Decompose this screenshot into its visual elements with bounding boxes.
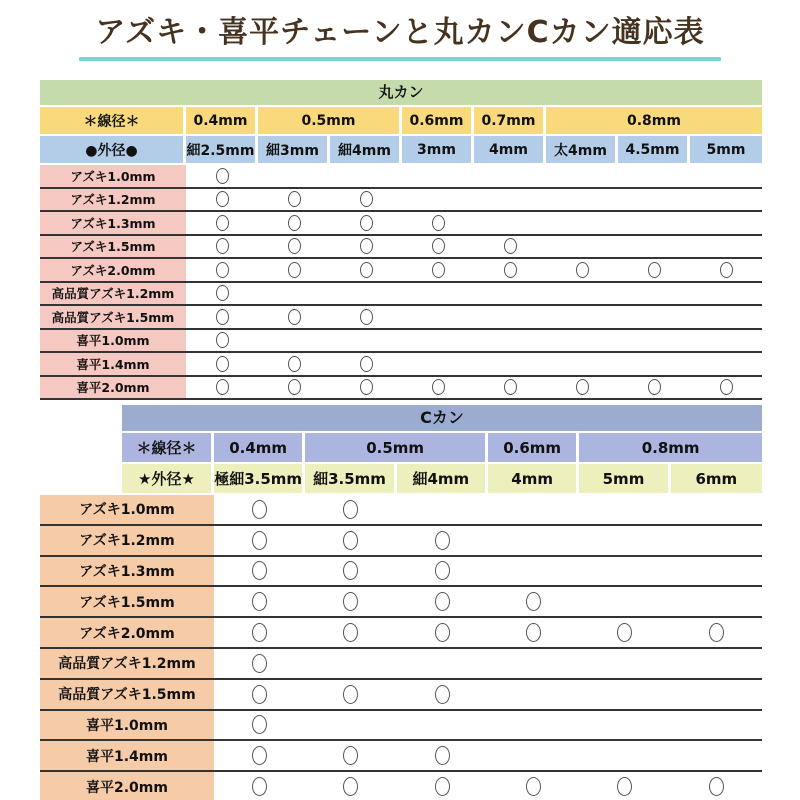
- circle-mark-icon: [432, 215, 445, 231]
- circle-mark-icon: [288, 356, 301, 372]
- page-title: アズキ・喜平チェーンと丸カンCカン適応表: [79, 10, 720, 61]
- compat-cell: [186, 212, 258, 234]
- compat-cell: [402, 236, 474, 258]
- chain-row: [40, 353, 762, 377]
- chain-row-label: アズキ1.5mm: [40, 587, 214, 616]
- circle-mark-icon: [216, 285, 229, 301]
- compat-cell: [690, 212, 762, 234]
- compat-cell: [214, 618, 305, 647]
- outer-diameter-label: ★外径★: [122, 464, 214, 493]
- compat-cell: [579, 618, 670, 647]
- compat-cell: [258, 259, 330, 281]
- compat-cell: [579, 526, 670, 555]
- compat-cell: [690, 283, 762, 305]
- compat-cell: [258, 353, 330, 375]
- compat-cell: [488, 711, 579, 740]
- compat-cell: [305, 649, 396, 678]
- compat-cell: [330, 306, 402, 328]
- circle-mark-icon: [343, 685, 358, 704]
- compat-cell: [330, 236, 402, 258]
- circle-mark-icon: [343, 500, 358, 519]
- circle-mark-icon: [343, 561, 358, 580]
- circle-mark-icon: [252, 746, 267, 765]
- compat-cell: [330, 189, 402, 211]
- chain-row-label: 高品質アズキ1.5mm: [40, 306, 186, 328]
- chain-row-label: アズキ1.0mm: [40, 495, 214, 524]
- compat-cell: [402, 377, 474, 399]
- chain-row: [40, 649, 762, 680]
- marukan-table-title-bar: 丸カン: [40, 80, 762, 105]
- compat-cell: [690, 259, 762, 281]
- compat-cell: [330, 212, 402, 234]
- compat-cell: [402, 330, 474, 352]
- compat-cell: [402, 306, 474, 328]
- compat-cell: [618, 353, 690, 375]
- circle-mark-icon: [435, 746, 450, 765]
- chain-row: [40, 306, 762, 330]
- compat-cell: [305, 680, 396, 709]
- circle-mark-icon: [288, 262, 301, 278]
- compat-cell: [671, 772, 762, 800]
- wire-diameter-value: 0.4mm: [214, 433, 305, 462]
- compat-cell: [214, 680, 305, 709]
- compat-cell: [579, 557, 670, 586]
- chain-row-label: 高品質アズキ1.2mm: [40, 283, 186, 305]
- circle-mark-icon: [526, 592, 541, 611]
- chain-row: [40, 259, 762, 283]
- compat-cell: [690, 353, 762, 375]
- table-body: [40, 165, 762, 400]
- compat-cell: [186, 259, 258, 281]
- circle-mark-icon: [360, 379, 373, 395]
- compat-cell: [488, 587, 579, 616]
- compat-cell: [305, 741, 396, 770]
- circle-mark-icon: [288, 309, 301, 325]
- compat-cell: [579, 495, 670, 524]
- compat-cell: [402, 165, 474, 187]
- chain-row-label: 喜平2.0mm: [40, 377, 186, 399]
- compat-cell: [214, 495, 305, 524]
- outer-diameter-value: 細4mm: [397, 464, 488, 493]
- circle-mark-icon: [252, 777, 267, 796]
- chain-row: [40, 680, 762, 711]
- compat-cell: [474, 236, 546, 258]
- table-body: [40, 495, 762, 800]
- chain-row-label: アズキ1.3mm: [40, 557, 214, 586]
- outer-diameter-header-row: [40, 136, 762, 163]
- wire-diameter-value: 0.8mm: [579, 433, 762, 462]
- wire-diameter-header-row: [40, 107, 762, 134]
- chain-row: [40, 212, 762, 236]
- compat-cell: [397, 772, 488, 800]
- circle-mark-icon: [648, 262, 661, 278]
- chain-row-label: アズキ1.2mm: [40, 526, 214, 555]
- compat-cell: [258, 236, 330, 258]
- compat-cell: [690, 236, 762, 258]
- compat-cell: [186, 306, 258, 328]
- compat-cell: [186, 189, 258, 211]
- circle-mark-icon: [216, 191, 229, 207]
- circle-mark-icon: [252, 685, 267, 704]
- chain-row: [40, 557, 762, 588]
- compat-cell: [330, 165, 402, 187]
- wire-diameter-value: 0.6mm: [402, 107, 474, 134]
- compat-cell: [397, 495, 488, 524]
- compat-cell: [474, 377, 546, 399]
- compat-cell: [214, 772, 305, 800]
- compat-cell: [546, 236, 618, 258]
- chain-row: [40, 377, 762, 401]
- compat-cell: [330, 330, 402, 352]
- circle-mark-icon: [252, 592, 267, 611]
- wire-diameter-header-row: [40, 433, 762, 462]
- circle-mark-icon: [252, 561, 267, 580]
- outer-diameter-value: 4mm: [474, 136, 546, 163]
- compat-cell: [474, 330, 546, 352]
- compat-cell: [186, 377, 258, 399]
- compat-cell: [258, 283, 330, 305]
- compat-cell: [186, 330, 258, 352]
- compat-cell: [305, 526, 396, 555]
- circle-mark-icon: [648, 379, 661, 395]
- compat-cell: [690, 306, 762, 328]
- compat-cell: [488, 495, 579, 524]
- compat-cell: [402, 189, 474, 211]
- compat-cell: [671, 495, 762, 524]
- header-indent-spacer: [40, 464, 122, 493]
- circle-mark-icon: [252, 531, 267, 550]
- chain-row: [40, 330, 762, 354]
- compat-cell: [546, 165, 618, 187]
- chain-row-label: 喜平1.0mm: [40, 711, 214, 740]
- compat-cell: [546, 330, 618, 352]
- circle-mark-icon: [576, 379, 589, 395]
- compat-cell: [546, 353, 618, 375]
- compat-cell: [474, 306, 546, 328]
- compat-cell: [671, 587, 762, 616]
- compat-cell: [671, 680, 762, 709]
- circle-mark-icon: [252, 715, 267, 734]
- compat-cell: [690, 165, 762, 187]
- circle-mark-icon: [432, 262, 445, 278]
- circle-mark-icon: [432, 379, 445, 395]
- circle-mark-icon: [252, 623, 267, 642]
- compat-cell: [488, 649, 579, 678]
- compat-cell: [214, 526, 305, 555]
- circle-mark-icon: [360, 215, 373, 231]
- circle-mark-icon: [288, 238, 301, 254]
- compat-cell: [474, 212, 546, 234]
- circle-mark-icon: [216, 356, 229, 372]
- chain-row-label: アズキ1.2mm: [40, 189, 186, 211]
- marukan-table: [40, 80, 762, 400]
- chain-row: [40, 526, 762, 557]
- compat-cell: [488, 680, 579, 709]
- compat-cell: [474, 283, 546, 305]
- compat-cell: [397, 680, 488, 709]
- wire-diameter-label: ＊線径＊: [40, 107, 186, 134]
- compat-cell: [186, 165, 258, 187]
- compat-cell: [258, 165, 330, 187]
- circle-mark-icon: [252, 500, 267, 519]
- compat-cell: [618, 236, 690, 258]
- compat-cell: [618, 212, 690, 234]
- compat-cell: [186, 236, 258, 258]
- chain-row: [40, 741, 762, 772]
- circle-mark-icon: [435, 561, 450, 580]
- chain-row-label: アズキ2.0mm: [40, 259, 186, 281]
- compat-cell: [330, 377, 402, 399]
- chain-row-label: 高品質アズキ1.2mm: [40, 649, 214, 678]
- compat-cell: [330, 353, 402, 375]
- chain-row: [40, 495, 762, 526]
- circle-mark-icon: [216, 379, 229, 395]
- circle-mark-icon: [435, 623, 450, 642]
- chain-row: [40, 618, 762, 649]
- circle-mark-icon: [343, 777, 358, 796]
- compat-cell: [671, 711, 762, 740]
- circle-mark-icon: [288, 191, 301, 207]
- compat-cell: [579, 649, 670, 678]
- compat-cell: [474, 165, 546, 187]
- compat-cell: [618, 377, 690, 399]
- compat-cell: [546, 283, 618, 305]
- compat-cell: [488, 772, 579, 800]
- compat-cell: [214, 741, 305, 770]
- outer-diameter-value: 4mm: [488, 464, 579, 493]
- compat-cell: [214, 649, 305, 678]
- outer-diameter-header-row: [40, 464, 762, 493]
- compat-cell: [671, 557, 762, 586]
- outer-diameter-value: 細3mm: [258, 136, 330, 163]
- circle-mark-icon: [435, 531, 450, 550]
- circle-mark-icon: [709, 623, 724, 642]
- compat-cell: [671, 741, 762, 770]
- circle-mark-icon: [216, 332, 229, 348]
- circle-mark-icon: [435, 777, 450, 796]
- wire-diameter-value: 0.5mm: [258, 107, 402, 134]
- outer-diameter-value: 太4mm: [546, 136, 618, 163]
- chain-row-label: 高品質アズキ1.5mm: [40, 680, 214, 709]
- circle-mark-icon: [343, 531, 358, 550]
- circle-mark-icon: [360, 262, 373, 278]
- circle-mark-icon: [360, 356, 373, 372]
- compat-cell: [258, 212, 330, 234]
- chain-row-label: 喜平2.0mm: [40, 772, 214, 800]
- compat-cell: [546, 212, 618, 234]
- wire-diameter-value: 0.7mm: [474, 107, 546, 134]
- compat-cell: [330, 283, 402, 305]
- chain-row-label: 喜平1.4mm: [40, 741, 214, 770]
- chain-row-label: アズキ1.5mm: [40, 236, 186, 258]
- compat-cell: [214, 711, 305, 740]
- compat-cell: [618, 330, 690, 352]
- circle-mark-icon: [435, 592, 450, 611]
- outer-diameter-value: 細2.5mm: [186, 136, 258, 163]
- header-indent-spacer: [40, 433, 122, 462]
- compat-cell: [488, 557, 579, 586]
- compat-cell: [397, 649, 488, 678]
- compat-cell: [671, 649, 762, 678]
- compat-cell: [305, 618, 396, 647]
- compat-cell: [474, 259, 546, 281]
- chain-row: [40, 283, 762, 307]
- compat-cell: [618, 259, 690, 281]
- circle-mark-icon: [435, 685, 450, 704]
- compat-cell: [488, 618, 579, 647]
- page-header: [0, 10, 800, 61]
- circle-mark-icon: [504, 262, 517, 278]
- outer-diameter-value: 3mm: [402, 136, 474, 163]
- circle-mark-icon: [504, 238, 517, 254]
- circle-mark-icon: [576, 262, 589, 278]
- compat-cell: [305, 772, 396, 800]
- circle-mark-icon: [617, 623, 632, 642]
- compat-cell: [579, 772, 670, 800]
- compat-cell: [186, 283, 258, 305]
- circle-mark-icon: [288, 379, 301, 395]
- compat-cell: [671, 618, 762, 647]
- outer-diameter-value: 細3.5mm: [305, 464, 396, 493]
- wire-diameter-value: 0.6mm: [488, 433, 579, 462]
- chain-row: [40, 772, 762, 800]
- circle-mark-icon: [216, 238, 229, 254]
- compat-cell: [690, 330, 762, 352]
- circle-mark-icon: [343, 623, 358, 642]
- chain-row-label: 喜平1.0mm: [40, 330, 186, 352]
- compat-cell: [258, 377, 330, 399]
- chain-row: [40, 711, 762, 742]
- wire-diameter-value: 0.8mm: [546, 107, 762, 134]
- compat-cell: [305, 587, 396, 616]
- outer-diameter-value: 細4mm: [330, 136, 402, 163]
- circle-mark-icon: [288, 215, 301, 231]
- compat-cell: [474, 189, 546, 211]
- circle-mark-icon: [216, 309, 229, 325]
- compat-cell: [618, 306, 690, 328]
- outer-diameter-value: 極細3.5mm: [214, 464, 305, 493]
- wire-diameter-label: ＊線径＊: [122, 433, 214, 462]
- outer-diameter-value: 6mm: [671, 464, 762, 493]
- circle-mark-icon: [617, 777, 632, 796]
- circle-mark-icon: [216, 168, 229, 184]
- compat-cell: [397, 587, 488, 616]
- compat-cell: [488, 741, 579, 770]
- outer-diameter-value: 4.5mm: [618, 136, 690, 163]
- compat-cell: [579, 741, 670, 770]
- compat-cell: [546, 306, 618, 328]
- compat-cell: [690, 189, 762, 211]
- compat-cell: [397, 711, 488, 740]
- compat-cell: [579, 680, 670, 709]
- circle-mark-icon: [216, 262, 229, 278]
- compat-cell: [397, 526, 488, 555]
- compat-cell: [546, 189, 618, 211]
- circle-mark-icon: [504, 379, 517, 395]
- circle-mark-icon: [343, 746, 358, 765]
- compat-cell: [402, 259, 474, 281]
- compat-cell: [579, 711, 670, 740]
- compat-cell: [214, 557, 305, 586]
- compat-cell: [305, 495, 396, 524]
- chain-row-label: 喜平1.4mm: [40, 353, 186, 375]
- circle-mark-icon: [216, 215, 229, 231]
- circle-mark-icon: [252, 654, 267, 673]
- ckan-table: [40, 405, 762, 800]
- wire-diameter-value: 0.5mm: [305, 433, 488, 462]
- circle-mark-icon: [432, 238, 445, 254]
- outer-diameter-label: ●外径●: [40, 136, 186, 163]
- compat-cell: [579, 587, 670, 616]
- chain-row: [40, 189, 762, 213]
- compat-cell: [690, 377, 762, 399]
- compat-cell: [186, 353, 258, 375]
- circle-mark-icon: [720, 379, 733, 395]
- chain-row-label: アズキ1.0mm: [40, 165, 186, 187]
- wire-diameter-value: 0.4mm: [186, 107, 258, 134]
- compat-cell: [305, 711, 396, 740]
- chain-row: [40, 587, 762, 618]
- circle-mark-icon: [360, 238, 373, 254]
- chain-row: [40, 165, 762, 189]
- compat-cell: [671, 526, 762, 555]
- compat-cell: [402, 353, 474, 375]
- chain-row: [40, 236, 762, 260]
- circle-mark-icon: [709, 777, 724, 796]
- circle-mark-icon: [343, 592, 358, 611]
- circle-mark-icon: [526, 623, 541, 642]
- compat-cell: [397, 741, 488, 770]
- circle-mark-icon: [720, 262, 733, 278]
- compat-cell: [618, 165, 690, 187]
- compat-cell: [546, 259, 618, 281]
- compat-cell: [488, 526, 579, 555]
- compat-cell: [397, 618, 488, 647]
- circle-mark-icon: [526, 777, 541, 796]
- compat-cell: [258, 330, 330, 352]
- compat-cell: [618, 189, 690, 211]
- outer-diameter-value: 5mm: [690, 136, 762, 163]
- chain-row-label: アズキ2.0mm: [40, 618, 214, 647]
- compat-cell: [397, 557, 488, 586]
- compat-cell: [214, 587, 305, 616]
- compat-cell: [330, 259, 402, 281]
- ckan-table-title-bar: Cカン: [122, 405, 762, 431]
- chain-row-label: アズキ1.3mm: [40, 212, 186, 234]
- compat-cell: [402, 283, 474, 305]
- circle-mark-icon: [360, 191, 373, 207]
- circle-mark-icon: [360, 309, 373, 325]
- compat-cell: [258, 306, 330, 328]
- compat-cell: [546, 377, 618, 399]
- compat-cell: [402, 212, 474, 234]
- compat-cell: [258, 189, 330, 211]
- compat-cell: [305, 557, 396, 586]
- compat-cell: [474, 353, 546, 375]
- outer-diameter-value: 5mm: [579, 464, 670, 493]
- compat-cell: [618, 283, 690, 305]
